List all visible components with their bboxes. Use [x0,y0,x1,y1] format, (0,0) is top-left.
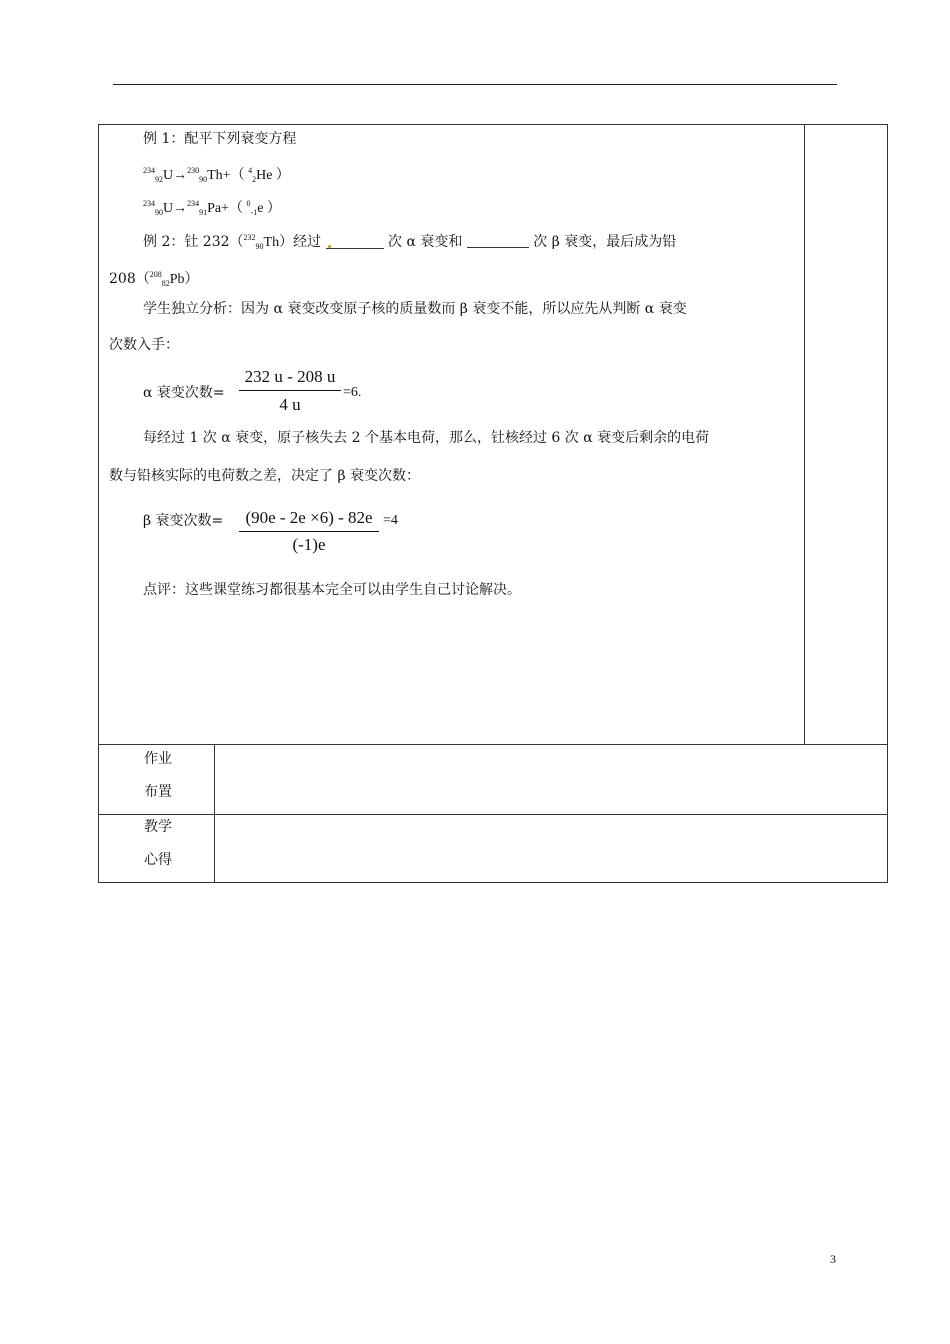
alpha-numerator: 232 u - 208 u [244,367,336,386]
beta-count-blank[interactable] [467,233,529,248]
example2-line1 [143,228,676,257]
eq1-mass-1: 234 [143,166,155,175]
lesson-content [99,125,804,744]
homework-label-line-2: 布置 [144,784,172,800]
example2-line2-b: ） [184,271,199,287]
eq1-charge-3: 2 [252,175,257,184]
eq2-charge-3: -1 [250,208,258,217]
eq2-arrow: → [173,201,188,216]
pb-charge: 82 [161,279,170,288]
eq2-close: ） [266,201,281,216]
table-column-divider [214,745,215,882]
alpha-result: =6. [343,385,362,400]
reflection-label-line-2: 心得 [144,852,172,868]
example2-line2-a: 208（ [109,271,150,287]
alpha-denominator: 4 u [279,395,301,414]
reflection-label-line-1: 教学 [144,819,172,835]
eq2-element-2: Pa+（ [207,201,244,216]
example2-text-3: 次 α 衰变和 [388,234,463,250]
eq2-charge-1: 90 [155,208,163,217]
equation-1 [143,161,290,190]
example2-text-1: 钍 232（ [184,234,244,250]
eq1-arrow: → [173,168,188,183]
th-element: Th [263,235,280,250]
eq2-mass-1: 234 [143,199,155,208]
analysis-line-2: 次数入手： [109,337,179,353]
eq2-element-3: e [257,201,264,216]
beta-numerator: (90e - 2e ×6) - 82e [245,508,373,527]
page-number: 3 [830,1252,836,1266]
alpha-count-blank[interactable] [326,234,384,249]
eq1-close: ） [275,168,290,183]
beta-formula-label: β 衰变次数= [143,513,224,529]
ink-dot-icon [328,245,331,248]
example1-title: 例 1：配平下列衰变方程 [143,131,297,147]
comment: 点评：这些课堂练习都很基本完全可以由学生自己讨论解决。 [143,582,521,598]
example2-text-4: 次 β 衰变，最后成为铅 [533,234,677,250]
lesson-content-box [98,124,888,745]
notes-column-divider [804,125,805,744]
eq2-charge-2: 91 [199,208,208,217]
th-mass: 232 [243,233,256,242]
th-charge: 90 [255,242,264,251]
beta-denominator: (-1)e [292,535,326,554]
analysis-line-1: 学生独立分析：因为 α 衰变改变原子核的质量数而 β 衰变不能，所以应先从判断 α 衰变 [143,301,687,317]
eq1-element-2: Th+（ [207,168,245,183]
eq1-mass-2: 230 [187,166,200,175]
table-row-divider [99,814,887,815]
eq1-mass-3: 4 [248,166,253,175]
alpha-formula-label: α 衰变次数= [143,385,225,401]
eq2-mass-2: 234 [187,199,200,208]
homework-reflection-table [98,744,888,883]
eq1-charge-1: 92 [155,175,163,184]
homework-label-line-1: 作业 [144,751,172,767]
example2-text-2: ）经过 [279,234,322,250]
example2-line2 [109,265,199,294]
equation-2 [143,194,281,223]
homework-content-cell[interactable] [216,746,886,812]
beta-fraction-bar [239,531,379,532]
eq1-element-1: U [163,168,174,183]
alpha-fraction-bar [239,390,341,391]
beta-result: =4 [383,513,398,528]
example2-label: 例 2： [143,234,185,250]
eq2-element-1: U [163,201,174,216]
reflection-content-cell[interactable] [216,816,886,881]
eq2-mass-3: 0 [246,199,251,208]
eq1-element-3: He [256,168,273,183]
paragraph2-line-1: 每经过 1 次 α 衰变，原子核失去 2 个基本电荷，那么，钍核经过 6 次 α 衰变后剩余的电荷 [143,430,710,446]
pb-element: Pb [169,272,185,287]
pb-mass: 208 [149,270,162,279]
header-rule [113,84,837,85]
eq1-charge-2: 90 [199,175,208,184]
paragraph2-line-2: 数与铅核实际的电荷数之差，决定了 β 衰变次数： [109,468,420,484]
